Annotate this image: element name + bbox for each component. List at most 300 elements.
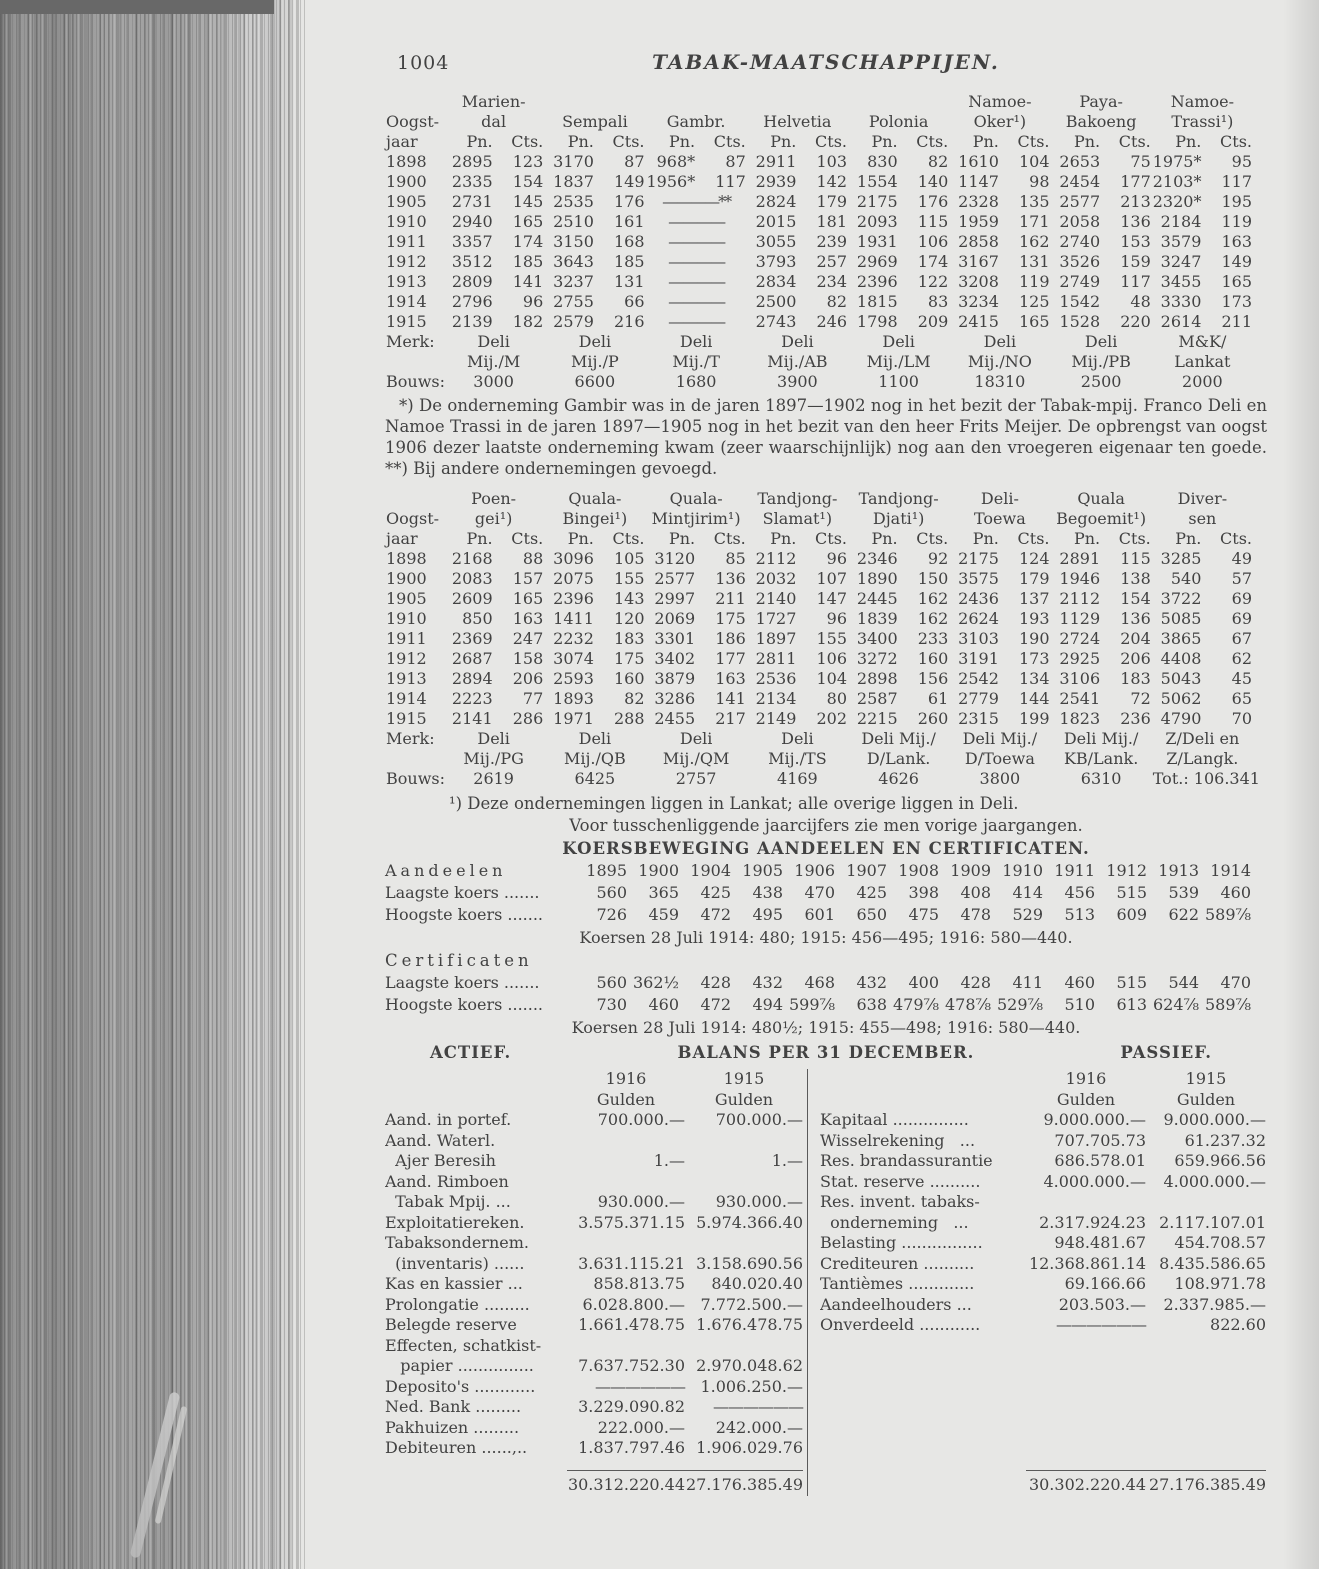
table-cell <box>385 352 443 372</box>
table-row <box>385 589 1253 609</box>
table-cell: 2454 <box>1059 172 1101 191</box>
balance-value: 3.229.090.82 <box>578 1397 685 1416</box>
table-cell: 2653 <box>1059 152 1101 171</box>
table-cell: Tandjong- <box>757 489 838 508</box>
table-cell: jaar <box>386 132 418 151</box>
balance-value: 2.317.924.23 <box>1039 1212 1146 1232</box>
table-cell: 3170 <box>553 152 594 171</box>
aandeelen-koersen-line: Koersen 28 Juli 1914: 480; 1915: 456—495; 1916: 580—440. <box>579 928 1073 947</box>
balance-value: —————— <box>1056 1315 1146 1334</box>
balance-value: 930.000.— <box>715 1192 803 1211</box>
table-cell: Bouws: <box>386 372 445 391</box>
table-cell: 159 <box>1120 252 1151 271</box>
table-cell: 2015 <box>755 212 797 231</box>
table-cell: 2743 <box>755 312 797 331</box>
table-cell: 5062 <box>1160 689 1202 708</box>
table-cell: 247 <box>512 629 544 648</box>
actief-column <box>385 1069 807 1496</box>
balance-value: 203.503.— <box>1058 1294 1146 1314</box>
table-cell: 1129 <box>1059 609 1101 628</box>
table-cell: 195 <box>1221 192 1252 211</box>
balance-value: 930.000.— <box>597 1192 685 1211</box>
spacer <box>820 1090 1026 1111</box>
value-cell: 1904 <box>690 861 731 880</box>
table-cell: Namoe- <box>968 92 1032 111</box>
balance-value <box>567 1131 685 1152</box>
table-cell: 3900 <box>777 372 818 391</box>
spacer <box>820 1470 1026 1496</box>
balance-item-label: Kapitaal ............... <box>820 1110 969 1129</box>
table-row <box>385 529 1253 549</box>
value-cell: 638 <box>856 995 887 1014</box>
table-cell: 2369 <box>451 629 493 648</box>
table-cell: Slamat¹) <box>762 509 833 528</box>
table-cell: 1911 <box>386 629 427 648</box>
table-cell: 3402 <box>654 649 696 668</box>
table-cell: Pn. <box>871 132 898 151</box>
table-cell: 2614 <box>1160 312 1202 331</box>
table-cell: Pn. <box>1073 529 1101 548</box>
spacer <box>820 1069 1026 1090</box>
table-cell: Pn. <box>567 529 594 548</box>
balance-value: 12.368.861.14 <box>1028 1253 1146 1273</box>
table-cell: 850 <box>462 609 493 628</box>
table-cell: 154 <box>512 172 544 191</box>
value-cell: 470 <box>1220 973 1251 992</box>
table-cell: 163 <box>512 609 544 628</box>
page-right-shade <box>1283 0 1319 1569</box>
value-cell: 472 <box>700 995 731 1014</box>
table-cell: 45 <box>1231 669 1252 688</box>
balance-item-label: Aand. in portef. <box>385 1110 512 1129</box>
balance-item-label: Ajer Beresih <box>385 1151 496 1170</box>
table-cell: Deli- <box>980 489 1019 508</box>
table-cell: 2500 <box>755 292 797 311</box>
table-row <box>385 489 1253 509</box>
year-1916: 1916 <box>1065 1069 1107 1088</box>
table-cell: 155 <box>613 569 645 588</box>
table-cell: 3722 <box>1160 589 1202 608</box>
table-cell: 288 <box>613 709 645 728</box>
balance-value: 659.966.56 <box>1174 1151 1266 1170</box>
table-cell: 3208 <box>958 272 999 291</box>
currency-header-row <box>820 1090 1266 1111</box>
table-cell: 179 <box>816 192 847 211</box>
balance-value: 700.000.— <box>597 1110 685 1129</box>
passief-column <box>807 1069 1266 1496</box>
passief-total-1916: 30.302.220.44 <box>1026 1470 1146 1496</box>
passief-rows <box>820 1110 1266 1459</box>
value-cell: 495 <box>752 905 783 924</box>
table-cell: 206 <box>512 669 544 688</box>
table-cell: 2134 <box>755 689 797 708</box>
row-label: Hoogste koers ....... <box>385 995 543 1014</box>
table-cell: Gambr. <box>666 112 726 131</box>
year-1915: 1915 <box>723 1069 765 1088</box>
table-cell: Bakoeng <box>1065 112 1137 131</box>
table-cell: 1890 <box>856 569 898 588</box>
table-cell: 202 <box>816 709 847 728</box>
table-cell: ———— <box>668 312 725 331</box>
table-cell: 1911 <box>386 232 427 251</box>
table-cell: 3055 <box>755 232 797 251</box>
balance-row <box>820 1315 1266 1336</box>
table-cell: 1914 <box>386 689 427 708</box>
table-row <box>385 769 1253 789</box>
table-cell: 3096 <box>553 549 594 568</box>
value-cell: 624⅞ <box>1152 995 1199 1014</box>
table-row <box>385 172 1253 192</box>
table-cell: 1959 <box>958 212 999 231</box>
balance-value: 6.028.800.— <box>582 1294 685 1314</box>
table-cell: 3167 <box>958 252 999 271</box>
table-cell: 2184 <box>1160 212 1202 231</box>
table-cell: 157 <box>512 569 544 588</box>
value-cell: 1905 <box>742 861 783 880</box>
table-cell: 2891 <box>1059 549 1101 568</box>
table-cell: 2215 <box>856 709 898 728</box>
table-cell: Quala- <box>568 489 622 508</box>
table-cell: 2587 <box>856 689 898 708</box>
table-cell: 140 <box>917 172 949 191</box>
table-cell: Mij./QM <box>662 749 730 768</box>
table-cell: Cts. <box>612 132 645 151</box>
table-cell: Diver- <box>1177 489 1228 508</box>
table-cell: 185 <box>512 252 544 271</box>
value-cell: 475 <box>908 905 939 924</box>
value-cell: 613 <box>1116 995 1147 1014</box>
table-cell: 144 <box>1018 689 1050 708</box>
balance-value: 3.631.115.21 <box>578 1253 685 1273</box>
table-cell: 104 <box>1018 152 1050 171</box>
table-cell: 117 <box>1120 272 1151 291</box>
table-cell: 213 <box>1120 192 1151 211</box>
balance-row <box>820 1295 1266 1316</box>
table-cell: 1975* <box>1152 152 1202 171</box>
table-cell: ———— <box>668 232 725 251</box>
table-cell: Mij./PG <box>463 749 524 768</box>
table-cell: Pn. <box>567 132 594 151</box>
year-header-row <box>820 1069 1266 1090</box>
table-cell: 80 <box>826 689 847 708</box>
table-cell: 2328 <box>958 192 999 211</box>
table-cell: 69 <box>1231 609 1252 628</box>
table-cell: Cts. <box>511 132 544 151</box>
table-cell: Namoe- <box>1170 92 1234 111</box>
table-cell: Deli <box>781 332 814 351</box>
table-cell: 179 <box>1018 569 1050 588</box>
table-cell: 138 <box>1120 569 1151 588</box>
table-cell: ———— <box>668 252 725 271</box>
table-cell: 3247 <box>1160 252 1202 271</box>
table-cell: Cts. <box>1017 529 1050 548</box>
table-cell: 2609 <box>451 589 493 608</box>
table-cell: 2687 <box>451 649 493 668</box>
balance-value: 1.— <box>771 1151 803 1170</box>
table-cell: 830 <box>867 152 898 171</box>
table-cell: Pn. <box>770 132 797 151</box>
table-cell: 75 <box>1130 152 1151 171</box>
table-cell: 1913 <box>386 669 427 688</box>
table-cell: Cts. <box>916 529 949 548</box>
table-cell: Deli <box>679 729 713 748</box>
value-cell: 622 <box>1168 905 1199 924</box>
balance-value <box>685 1131 803 1152</box>
table-cell: Mij./P <box>571 352 619 371</box>
table-cell: Begoemit¹) <box>1056 509 1147 528</box>
balance-item-label: Stat. reserve .......... <box>820 1171 981 1191</box>
balance-row <box>385 1151 803 1172</box>
value-cell: 425 <box>700 883 731 902</box>
table-cell: 141 <box>715 689 746 708</box>
page-title: TABAK-MAATSCHAPPIJEN. <box>652 50 1000 74</box>
balance-value: 948.481.67 <box>1054 1233 1146 1252</box>
value-cell: 650 <box>856 905 887 924</box>
table-cell: Deli <box>882 332 915 351</box>
table-cell: 2740 <box>1059 232 1101 251</box>
table-row <box>385 729 1253 749</box>
balance-value: 822.60 <box>1210 1315 1266 1334</box>
table-row <box>385 152 1253 172</box>
balance-item-label: Res. invent. tabaks- <box>820 1192 980 1211</box>
balance-row <box>385 1418 803 1439</box>
value-cell: 1906 <box>794 861 835 880</box>
table-cell: 257 <box>816 252 847 271</box>
balance-value <box>567 1336 685 1357</box>
table-cell: 124 <box>1018 549 1050 568</box>
balance-row <box>385 1438 803 1459</box>
table-cell: 2140 <box>755 589 797 608</box>
table-cell: 135 <box>1018 192 1050 211</box>
year-1916: 1916 <box>605 1069 647 1088</box>
table-cell: M&K/ <box>1178 332 1227 351</box>
value-cell: 589⅞ <box>1204 995 1251 1014</box>
table-row <box>385 232 1253 252</box>
table-cell: 175 <box>715 609 746 628</box>
table-cell: 2168 <box>451 549 493 568</box>
table-cell: 216 <box>613 312 645 331</box>
table-cell: Pn. <box>466 529 493 548</box>
table-cell: 3237 <box>553 272 594 291</box>
table-cell: 48 <box>1130 292 1151 311</box>
table-cell: 2731 <box>451 192 493 211</box>
table-cell: 173 <box>1018 649 1050 668</box>
spacer <box>385 1069 567 1090</box>
table-cell: 158 <box>512 649 544 668</box>
table-cell: 136 <box>1120 212 1151 231</box>
value-cell: 425 <box>856 883 887 902</box>
table-cell: 177 <box>715 649 746 668</box>
table-cell: 119 <box>1018 272 1050 291</box>
table-cell: 141 <box>512 272 544 291</box>
table-cell: D/Lank. <box>866 749 931 768</box>
table-cell: 107 <box>816 569 847 588</box>
balance-item-label: Exploitatiereken. <box>385 1212 525 1232</box>
table-cell: 1900 <box>386 172 427 191</box>
table-cell: 3575 <box>958 569 999 588</box>
balance-item-label: Deposito's ............ <box>385 1376 536 1396</box>
row-label: Hoogste koers ....... <box>385 905 543 924</box>
table-cell: Cts. <box>1118 529 1151 548</box>
value-cell: 411 <box>1012 973 1043 992</box>
balance-value <box>567 1172 685 1193</box>
table-cell: 142 <box>816 172 847 191</box>
table-cell: 162 <box>1018 232 1050 251</box>
value-cell: 510 <box>1064 995 1095 1014</box>
balance-item-label: Tabaksondernem. <box>385 1233 529 1252</box>
table-row <box>385 509 1253 529</box>
table-cell: 5043 <box>1160 669 1202 688</box>
value-cell: 601 <box>804 905 835 924</box>
table-cell: 66 <box>624 292 645 311</box>
table-row <box>385 372 1253 392</box>
table-cell: 2232 <box>553 629 594 648</box>
table-cell: 1815 <box>856 292 898 311</box>
aandeelen-laagste-row <box>385 882 1253 904</box>
table-cell: 1528 <box>1059 312 1101 331</box>
table-cell: 3512 <box>451 252 493 271</box>
table-cell: 1956* <box>646 172 696 191</box>
value-cell: 513 <box>1064 905 1095 924</box>
table-cell: 2320* <box>1152 192 1202 211</box>
table-cell: 103 <box>816 152 847 171</box>
table-cell <box>747 92 848 112</box>
table-cell: 1680 <box>675 372 717 391</box>
balance-item-label: Tantièmes ............. <box>820 1274 975 1293</box>
table-cell: 165 <box>1221 272 1252 291</box>
table-cell: 2811 <box>755 649 797 668</box>
harvest-table-2 <box>385 489 1267 789</box>
table-cell: 2139 <box>451 312 493 331</box>
balance-row <box>385 1377 803 1398</box>
currency-label: Gulden <box>714 1089 774 1109</box>
table-cell: Tot.: 106.341 <box>1152 769 1260 788</box>
table-cell: Quala- <box>669 489 723 508</box>
balance-item-label: Kas en kassier ... <box>385 1274 523 1293</box>
table-cell: 182 <box>512 312 544 331</box>
value-cell: 560 <box>596 883 627 902</box>
value-cell: 726 <box>596 905 627 924</box>
table-cell: Cts. <box>815 132 847 151</box>
table-cell: 2577 <box>1059 192 1101 211</box>
table-cell: 2455 <box>654 709 696 728</box>
table-cell: 2757 <box>675 769 717 788</box>
table-cell: 220 <box>1120 312 1151 331</box>
table-cell: Deli <box>1084 332 1118 351</box>
table-cell: 82 <box>826 292 847 311</box>
balance-value: 4.000.000.— <box>1043 1171 1146 1191</box>
value-cell: 599⅞ <box>788 995 835 1014</box>
balance-sheet <box>385 1069 1267 1496</box>
year-header-row <box>385 1069 803 1090</box>
value-cell: 1900 <box>638 861 679 880</box>
table-cell: Mintjirim¹) <box>651 509 741 528</box>
table-cell: 67 <box>1231 629 1252 648</box>
table-cell: 2925 <box>1059 649 1101 668</box>
table-cell: 246 <box>816 312 847 331</box>
table-cell: Paya- <box>1079 92 1123 111</box>
harvest-table <box>385 489 1260 789</box>
table-cell: 2911 <box>755 152 797 171</box>
balance-value: 840.020.40 <box>711 1274 803 1293</box>
table-cell: 171 <box>1018 212 1050 231</box>
table-cell: 2898 <box>856 669 898 688</box>
balance-item-label: Res. brandassurantie <box>820 1151 993 1170</box>
table-cell: 204 <box>1120 629 1151 648</box>
table-cell: 174 <box>512 232 544 251</box>
page-header <box>385 50 1267 76</box>
value-cell: 560 <box>596 973 627 992</box>
balance-value: 700.000.— <box>715 1110 803 1129</box>
table-cell: 175 <box>613 649 645 668</box>
value-cell: 529 <box>1012 905 1043 924</box>
balance-value: —————— <box>713 1397 803 1416</box>
table-cell: 3000 <box>473 372 514 391</box>
table-cell: 77 <box>522 689 544 708</box>
value-cell: 414 <box>1012 883 1043 902</box>
table-row <box>385 569 1253 589</box>
balance-item-label: (inventaris) ...... <box>385 1253 525 1273</box>
balance-row <box>820 1110 1266 1131</box>
balance-value: 61.237.32 <box>1184 1130 1266 1150</box>
table-cell: Mij./QB <box>563 749 626 768</box>
table-cell: 156 <box>917 669 949 688</box>
table-cell: 1727 <box>755 609 797 628</box>
table-cell: Polonia <box>868 112 929 131</box>
table-cell: 119 <box>1221 212 1252 231</box>
table-cell: 61 <box>927 689 949 708</box>
table-cell: 2749 <box>1059 272 1101 291</box>
table-cell: 1946 <box>1059 569 1101 588</box>
table-cell: jaar <box>386 529 418 548</box>
balance-value: 858.813.75 <box>593 1274 685 1293</box>
value-cell: 609 <box>1116 905 1147 924</box>
table-cell: ———— <box>668 272 725 291</box>
table-cell: 209 <box>917 312 949 331</box>
actief-label: ACTIEF. <box>430 1043 512 1062</box>
table-cell: 5085 <box>1160 609 1202 628</box>
table-cell: 1542 <box>1059 292 1101 311</box>
table-cell: 4626 <box>878 769 919 788</box>
page-number: 1004 <box>397 52 450 74</box>
value-cell: 1912 <box>1106 861 1147 880</box>
table-cell: 165 <box>512 212 544 231</box>
book-page-edge-texture <box>0 0 305 1569</box>
certificaten-label: Certificaten <box>385 951 533 970</box>
table-cell: Deli <box>578 729 612 748</box>
value-cell: 428 <box>960 973 991 992</box>
table-cell: 968* <box>656 152 696 171</box>
table-cell: 165 <box>512 589 544 608</box>
table-cell: 2396 <box>856 272 898 291</box>
table-cell: Pn. <box>466 132 493 151</box>
table-cell: 4408 <box>1160 649 1202 668</box>
table-cell: 62 <box>1231 649 1252 668</box>
balance-value: 5.974.366.40 <box>696 1212 803 1232</box>
table-cell: 2103* <box>1152 172 1202 191</box>
balance-value: 9.000.000.— <box>1163 1110 1266 1129</box>
value-cell: 1907 <box>846 861 887 880</box>
table-row <box>385 352 1253 372</box>
table-cell <box>646 92 747 112</box>
balance-value: 4.000.000.— <box>1163 1171 1266 1191</box>
table-cell: 3865 <box>1160 629 1202 648</box>
table-cell: 131 <box>613 272 645 291</box>
table-cell: 4790 <box>1160 709 1202 728</box>
footnote-jaarcijfers: Voor tusschenliggende jaarcijfers zie men vorige jaargangen. <box>569 816 1083 835</box>
footnote-lankat: ¹) Deze ondernemingen liggen in Lankat; alle overige liggen in Deli. <box>449 794 1019 813</box>
table-cell: 2396 <box>553 589 594 608</box>
